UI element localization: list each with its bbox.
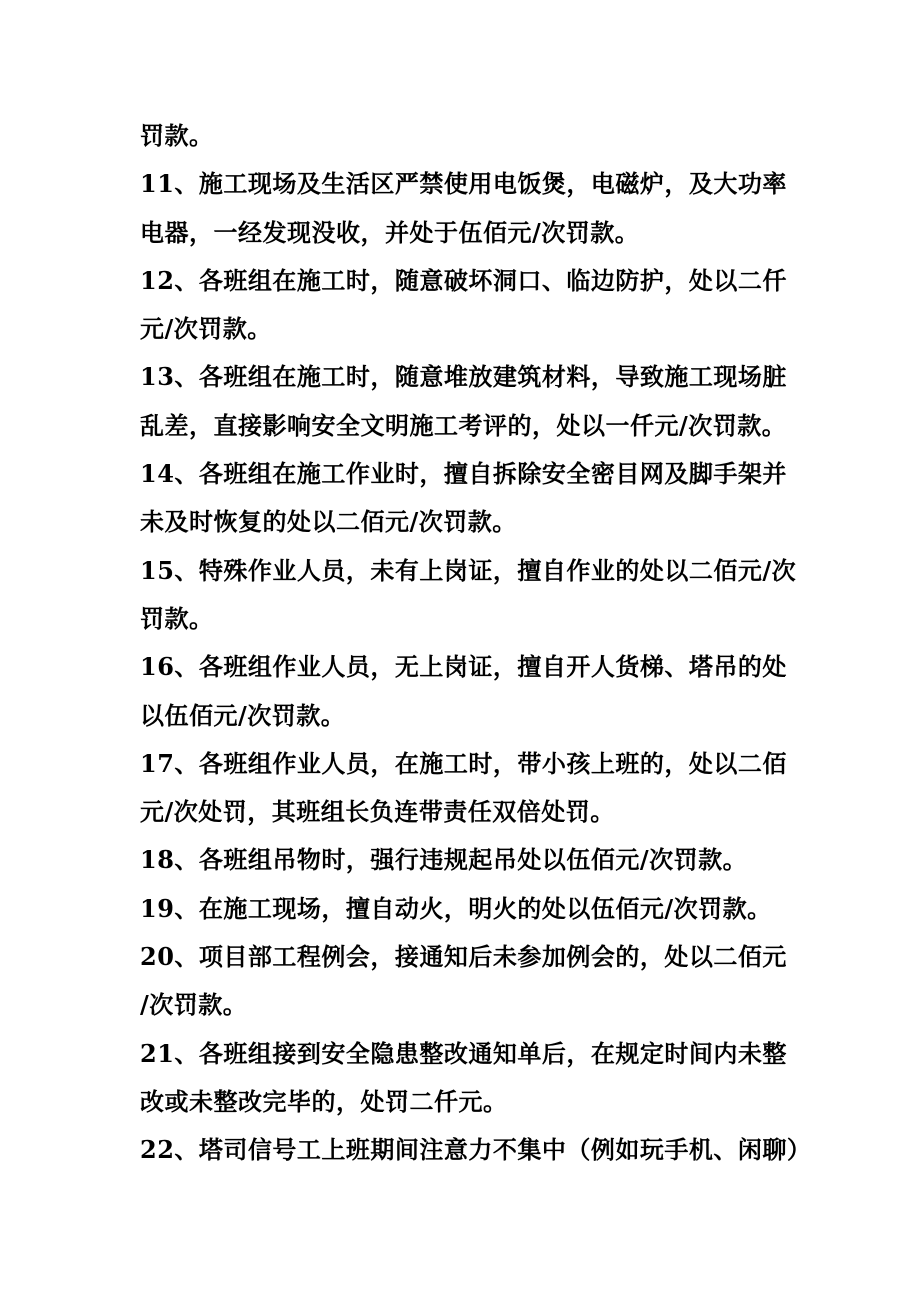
text-line: 18、各班组吊物时，强行违规起吊处以伍佰元/次罚款。 — [140, 845, 748, 875]
text-line: 17、各班组作业人员，在施工时，带小孩上班的，处以二佰 — [140, 748, 787, 778]
text-line: 12、各班组在施工时，随意破坏洞口、临边防护，处以二仟 — [140, 265, 787, 295]
text-line: 11、施工现场及生活区严禁使用电饭煲，电磁炉，及大功率 — [140, 169, 787, 199]
text-line: 改或未整改完毕的，处罚二仟元。 — [140, 1086, 508, 1116]
regulation-text-block — [140, 112, 812, 1175]
text-line: 22、塔司信号工上班期间注意力不集中（例如玩手机、闲聊） — [140, 1135, 812, 1165]
text-line: 15、特殊作业人员，未有上岗证，擅自作业的处以二佰元/次 — [140, 555, 797, 585]
text-line: 13、各班组在施工时，随意堆放建筑材料，导致施工现场脏 — [140, 362, 787, 392]
text-line: 元/次处罚，其班组长负连带责任双倍处罚。 — [140, 797, 615, 827]
text-line: /次罚款。 — [140, 990, 248, 1020]
text-line: 未及时恢复的处以二佰元/次罚款。 — [140, 507, 517, 537]
text-line: 21、各班组接到安全隐患整改通知单后，在规定时间内未整 — [140, 1038, 787, 1068]
text-line: 以伍佰元/次罚款。 — [140, 700, 346, 730]
text-line: 电器，一经发现没收，并处于伍佰元/次罚款。 — [140, 217, 640, 247]
text-line: 14、各班组在施工作业时，擅自拆除安全密目网及脚手架并 — [140, 459, 787, 489]
text-line: 罚款。 — [140, 121, 214, 150]
text-line: 16、各班组作业人员，无上岗证，擅自开人货梯、塔吊的处 — [140, 652, 787, 682]
text-line: 20、项目部工程例会，接通知后未参加例会的，处以二佰元 — [140, 942, 787, 972]
text-line: 罚款。 — [140, 603, 214, 633]
text-line: 乱差，直接影响安全文明施工考评的，处以一仟元/次罚款。 — [140, 410, 787, 440]
text-line: 19、在施工现场，擅自动火，明火的处以伍佰元/次罚款。 — [140, 893, 772, 923]
text-line: 元/次罚款。 — [140, 314, 272, 344]
